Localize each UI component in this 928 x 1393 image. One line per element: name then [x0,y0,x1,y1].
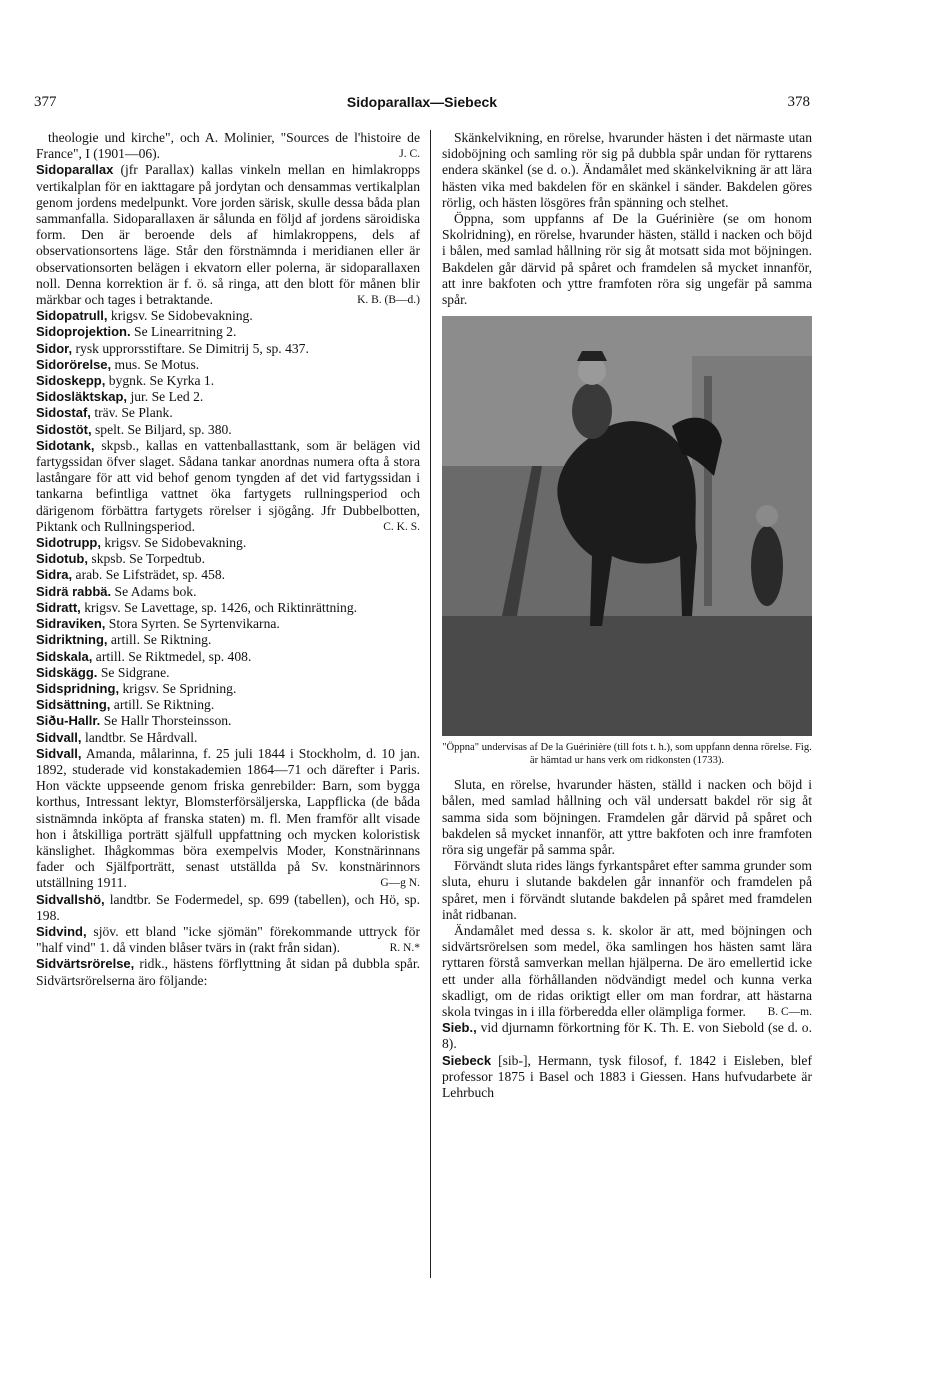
entry-headword: Sidoskepp, [36,373,106,389]
entry [442,1020,812,1052]
left-page-number: 377 [34,94,57,110]
entry [36,162,420,308]
entry [36,551,420,567]
entry-text: mus. Se Motus. [114,356,200,372]
entry [36,681,420,697]
entry-headword: Sidvall, [36,729,82,745]
entry [36,697,420,713]
entry [36,567,420,583]
running-title: Sidoparallax—Siebeck [346,94,498,110]
entry-text: landtbr. Se Fodermedel, sp. 699 (tabellen), och Hö, sp. 198. [36,891,420,923]
entry-headword: Sidoparallax [36,162,114,178]
entry [36,746,420,892]
entry-text: Se Linearritning 2. [134,324,237,340]
entry-text: skpsb. Se Torpedtub. [91,551,205,567]
entry-headword: Sidor, [36,340,73,356]
entry-text: theologie und kirche", och A. Molinier, "Sources de l'histoire de France", I (1901—06). [36,130,420,162]
entry-text: landtbr. Se Hårdvall. [84,729,198,745]
entry-text: krigsv. Se Sidobevakning. [110,308,253,324]
entry-text: Se Sidgrane. [100,664,170,680]
entry-text: ridk., hästens förflyttning åt sidan på dubbla spår. Sidvärtsrörelserna äro följande: [36,956,420,988]
entry [442,858,812,923]
author-signature: G—g N. [380,877,420,890]
author-signature: C. K. S. [383,520,420,533]
horse-rider-illustration [442,316,812,736]
entry-text: Öppna, som uppfanns af De la Guérinière (se om honom Skolridning), en rörelse, hvarunder hästen, ställd i nacken och böjd i bålen, med samlad hållning rör sig åt motsatt sida mot böjningen. Bakdelen går därvid på spåret och framdelen så mycket innanför, att inre bakfoten och yttre framfoten röra sig ungefär på samma spår. [442,211,812,308]
right-column-top [442,130,812,308]
entry [36,405,420,421]
entry [36,600,420,616]
entry-headword: Sidvärtsrörelse, [36,956,135,972]
entry [36,924,420,956]
entry [36,389,420,405]
entry-headword: Sidopatrull, [36,308,108,324]
entry [36,130,420,162]
entry-headword: Sidorörelse, [36,356,112,372]
entry [36,535,420,551]
entry-headword: Sidsättning, [36,697,111,713]
right-column-bottom [442,777,812,1101]
entry-text: bygnk. Se Kyrka 1. [108,373,215,389]
entry-headword: Sidratt, [36,599,81,615]
entry-text: Sluta, en rörelse, hvarunder hästen, ställd i nacken och böjd i bålen, med samlad hållning och väl undersatt bakdel rör sig åt samma sida som böjningen. Framdelen går därvid på spåret och bakdelen så mycket innanför, att yttre bakfoten och inre framfoten röra sig ungefär på samma spår. [442,777,812,858]
entry-text: Amanda, målarinna, f. 25 juli 1844 i Stockholm, d. 10 jan. 1892, studerade vid konstakademien 1864—71 och därefter i Paris. Hon väckte uppseende genom friska genrebilder: Barn, som bygga korthus, Intressant lektyr, Blomsterförsäljerska, Lappflicka (de båda sistnämnda inköpta af franska staten) m. fl. Men framför allt visade hon i åtskilliga porträtt själfull uppfattning och mycken koloristisk känslighet. Ihågkommas böra exempelvis Moder, Konstnärinnans fader och Själfporträtt, senast utställda på Sv. konstnärinnors utställning 1911. [36,745,420,891]
entry-text: krigsv. Se Sidobevakning. [104,535,247,551]
right-page-number: 378 [787,94,810,110]
entry [36,632,420,648]
entry-headword: Siðu-Hallr. [36,713,101,729]
entry [442,923,812,1020]
author-signature: K. B. (B—d.) [357,294,420,307]
entry [36,892,420,924]
entry [36,956,420,988]
author-signature: J. C. [399,148,420,161]
entry-text: rysk upprorsstiftare. Se Dimitrij 5, sp. 437. [75,340,309,356]
author-signature: B. C—m. [767,1006,812,1019]
entry [36,324,420,340]
entry-text: krigsv. Se Spridning. [122,680,237,696]
entry-text: Förvändt sluta rides längs fyrkantspåret efter samma grunder som sluta, ehuru i slutande bakdelen går innanför och framdelen på spåret, men i förvändt slutande bakdelen på spåret med framdelen inåt ridbanan. [442,858,812,922]
page-header [34,94,810,118]
entry [442,211,812,308]
entry-headword: Sidriktning, [36,632,108,648]
engraving-horse-and-rider [442,316,812,736]
entry [36,649,420,665]
entry-headword: Sidra, [36,567,73,583]
entry-text: Stora Syrten. Se Syrtenvikarna. [108,616,280,632]
entry [36,438,420,535]
column-divider [430,130,431,1278]
entry [442,777,812,858]
entry [36,616,420,632]
entry-text: vid djurnamn förkortning för K. Th. E. von Siebold (se d. o. 8). [442,1020,812,1052]
entry [442,1053,812,1102]
entry-headword: Sidraviken, [36,616,106,632]
entry-headword: Sidskägg. [36,664,98,680]
entry-text: krigsv. Se Lavettage, sp. 1426, och Riktinrättning. [84,599,358,615]
entry-text: artill. Se Riktning. [110,632,212,648]
entry-text: artill. Se Riktmedel, sp. 408. [95,648,252,664]
entry [36,373,420,389]
entry [36,357,420,373]
entry [36,713,420,729]
entry-text: sjöv. ett bland "icke sjömän" förekommande uttryck för "half vind" 1. då vinden blåser tvärs in (rakt från sidan). [36,923,420,956]
entry-headword: Sieb., [442,1020,477,1036]
entry-text: Se Adams bok. [114,583,197,599]
entry-text: spelt. Se Biljard, sp. 380. [95,421,232,437]
entry-headword: Sidvallshö, [36,891,105,907]
entry-headword: Sidskala, [36,648,93,664]
entry-text: [sib-], Hermann, tysk filosof, f. 1842 i Eisleben, blef professor 1875 i Basel och 1883 i Giessen. Hans hufvudarbete är Lehrbuch [442,1052,812,1101]
entry-headword: Sidotrupp, [36,535,101,551]
entry-headword: Sidrä rabbä. [36,583,112,599]
entry-text: arab. Se Lifsträdet, sp. 458. [75,567,226,583]
entry [36,341,420,357]
right-column [442,130,812,1101]
entry [36,584,420,600]
entry-headword: Sidotub, [36,551,88,567]
entry-text: träv. Se Plank. [94,405,173,421]
entry [36,665,420,681]
left-column [36,130,420,989]
entry-headword: Sidvall, [36,745,82,761]
entry-headword: Sidosläktskap, [36,389,128,405]
entry-text: (jfr Parallax) kallas vinkeln mellan en himlakropps vertikalplan för en iakttagare på jordytan och densammas vertikalplan genom jordens medelpunkt. Vore jorden särisk, skulle dessa båda plan sammanfalla. Sidoparallaxen är sålunda en följd af jordens säroidiska form. Den är beroende dels af himlakroppens, dels af observationsortens läge. Står den förstnämnda i meridianen eller är observationsorten belägen i ekvatorn eller polerna, är sidoparallaxen noll. Denna korrektion är f. ö. så ringa, att den blott för månen blir märkbar och tages i betraktande. [36,162,420,308]
entry [36,308,420,324]
entry-headword: Sidostöt, [36,421,92,437]
entry [36,730,420,746]
entry-text: artill. Se Riktning. [113,697,215,713]
entry-headword: Sidoprojektion. [36,324,131,340]
entry-text: jur. Se Led 2. [130,389,204,405]
entry-headword: Sidspridning, [36,680,120,696]
entry-text: Skänkelvikning, en rörelse, hvarunder hästen i det närmaste utan sidoböjning och samling rör sig på dubbla spår undan för ryttarens endera skänkel (se d. o.). Ändamålet med skänkelvikning är att lära hästen vika med bakdelen för en skänkel i sänder. Bakdelen göres rörlig, och hästen lösgöres från spänning och stelhet. [442,130,812,210]
entry-text: skpsb., kallas en vattenballasttank, som är belägen vid fartygssidan öfver slaget. Sådana tankar anordnas numera ofta å stora lastångare för att vid behof genom tyngden af det vid fartygssidan i tankarna befintliga vattnet öka fartygets rullningsperiod och därigenom förbättra fartygets rörelser i sjögång. Jfr Dubbelbotten, Piktank och Rullningsperiod. [36,437,420,534]
entry-headword: Sidotank, [36,437,95,453]
author-signature: R. N.* [389,942,420,955]
entry-headword: Siebeck [442,1052,492,1068]
entry-headword: Sidostaf, [36,405,91,421]
entry-text: Se Hallr Thorsteinsson. [103,713,232,729]
entry-text: Ändamålet med dessa s. k. skolor är att, med böjningen och sidvärtsrörelsen som medel, öka samlingen hos hästen samt lära ryttaren förstå samverkan mellan hjälperna. De äro emellertid icke ett under alla förhållanden nödvändigt medel och kunna verka skadligt, om de ridas oriktigt eller om man fordrar, att hästarna skola tvingas in i illa förberedda eller olämpliga former. [442,923,812,1020]
figure-caption: "Öppna" undervisas af De la Guérinière (till fots t. h.), som uppfann denna rörelse. Fig. är hämtad ur hans verk om ridkonsten (1733). [442,742,812,766]
entry [442,130,812,211]
entry-headword: Sidvind, [36,923,87,939]
entry [36,422,420,438]
